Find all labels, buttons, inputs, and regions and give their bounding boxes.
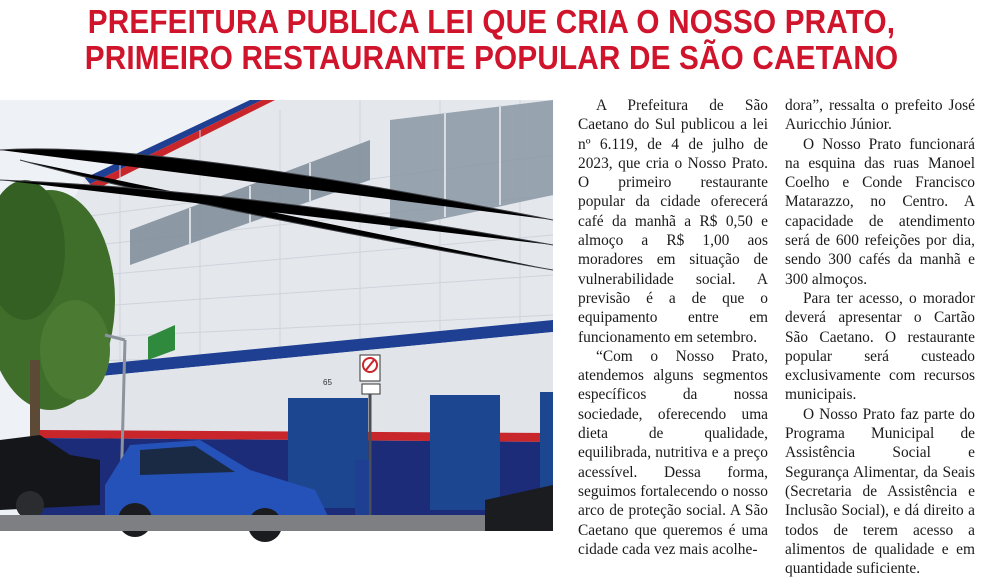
article-column-2 <box>785 96 975 578</box>
paragraph: “Com o Nosso Prato, atendemos alguns segmentos específicos da nossa sociedade, oferecendo uma dieta de qualidade, equilibrada, nutritiva e a preço acessível. Dessa forma, seguimos fortalecendo o nosso arco de proteção social. A São Caetano que queremos é uma cidade cada vez mais acolhe- <box>578 347 768 558</box>
bollard <box>355 460 369 515</box>
headline-line-1: PREFEITURA PUBLICA LEI QUE CRIA O NOSSO PRATO, <box>87 3 896 40</box>
article-photo <box>0 100 553 531</box>
paragraph: O Nosso Prato faz parte do Programa Municipal de Assistência Social e Segurança Alimentar, da Seais (Secretaria de Assistência e Inclusão Social), e dá direito a todos de terem acesso a alimentos de qualidade e em quantidade suficiente. <box>785 405 975 578</box>
article-column-1 <box>578 96 768 558</box>
door-right <box>430 395 500 510</box>
road <box>0 515 553 531</box>
headline-line-2: PRIMEIRO RESTAURANTE POPULAR DE SÃO CAETANO <box>84 39 899 76</box>
building-number: 65 <box>323 378 332 387</box>
paragraph: A Prefeitura de São Caetano do Sul publicou a lei nº 6.119, de 4 de julho de 2023, que cria o Nosso Prato. O primeiro restaurante popular da cidade oferecerá café da manhã a R$ 0,50 e almoço a R$ 1,00 aos moradores em situação de vulnerabilidade social. A previsão é a de que o equipamento entre em funcionamento em setembro. <box>578 97 768 346</box>
paragraph: Para ter acesso, o morador deverá apresentar o Cartão São Caetano. O restaurante popular será custeado exclusivamente com recursos municipais. <box>785 289 975 404</box>
paragraph: O Nosso Prato funcionará na esquina das ruas Manoel Coelho e Conde Francisco Matarazzo, no Centro. A capacidade de atendimento será de 600 refeições por dia, sendo 300 cafés da manhã e 300 almoços. <box>785 135 975 288</box>
paragraph-continuation: dora”, ressalta o prefeito José Auricchio Júnior. <box>785 97 975 134</box>
headline <box>49 4 934 76</box>
door-far <box>540 392 553 497</box>
